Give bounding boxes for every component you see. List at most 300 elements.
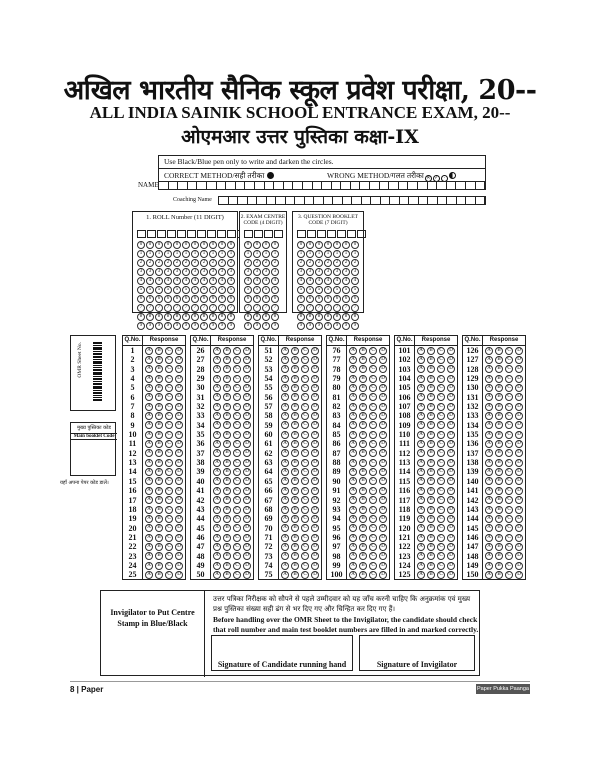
option-bubble[interactable]: C [233, 403, 241, 411]
letter-cell[interactable] [381, 197, 391, 204]
option-bubble[interactable]: C [369, 431, 377, 439]
digit-bubble[interactable]: 7 [244, 304, 252, 312]
letter-cell[interactable] [370, 182, 380, 189]
option-bubble[interactable]: D [311, 524, 319, 532]
option-bubble[interactable]: D [175, 347, 183, 355]
option-bubble[interactable]: A [281, 552, 289, 560]
option-bubble[interactable]: A [145, 412, 153, 420]
letter-cell[interactable] [476, 197, 486, 204]
digit-bubble[interactable]: 8 [262, 313, 270, 321]
option-bubble[interactable]: D [447, 393, 455, 401]
option-bubble[interactable]: A [417, 571, 425, 579]
option-bubble[interactable]: A [485, 440, 493, 448]
option-bubble[interactable]: C [233, 356, 241, 364]
option-bubble[interactable]: B [359, 431, 367, 439]
option-bubble[interactable]: B [223, 347, 231, 355]
letter-cell[interactable] [418, 182, 428, 189]
digit-bubble[interactable]: 7 [164, 304, 172, 312]
option-bubble[interactable]: C [165, 403, 173, 411]
letter-cell[interactable] [293, 182, 303, 189]
option-bubble[interactable]: B [155, 356, 163, 364]
option-bubble[interactable]: D [515, 487, 523, 495]
option-bubble[interactable]: D [311, 562, 319, 570]
option-bubble[interactable]: C [437, 515, 445, 523]
option-bubble[interactable]: D [515, 515, 523, 523]
digit-bubble[interactable]: 7 [324, 304, 332, 312]
digit-bubble[interactable]: 0 [146, 241, 154, 249]
digit-bubble[interactable]: 2 [191, 259, 199, 267]
digit-bubble[interactable]: 1 [262, 250, 270, 258]
digit-bubble[interactable]: 3 [306, 268, 314, 276]
option-bubble[interactable]: C [233, 477, 241, 485]
option-bubble[interactable]: D [311, 487, 319, 495]
option-bubble[interactable]: C [165, 347, 173, 355]
option-bubble[interactable]: C [505, 562, 513, 570]
option-bubble[interactable]: D [379, 543, 387, 551]
option-bubble[interactable]: A [281, 571, 289, 579]
option-bubble[interactable]: A [281, 421, 289, 429]
option-bubble[interactable]: D [311, 393, 319, 401]
option-bubble[interactable]: A [349, 487, 357, 495]
digit-bubble[interactable]: 4 [253, 277, 261, 285]
option-bubble[interactable]: A [349, 515, 357, 523]
option-bubble[interactable]: D [515, 356, 523, 364]
option-bubble[interactable]: A [417, 534, 425, 542]
option-bubble[interactable]: C [437, 384, 445, 392]
option-bubble[interactable]: B [359, 552, 367, 560]
option-bubble[interactable]: A [145, 440, 153, 448]
option-bubble[interactable]: D [379, 347, 387, 355]
digit-bubble[interactable]: 5 [315, 286, 323, 294]
digit-bubble[interactable]: 8 [209, 313, 217, 321]
digit-cell[interactable] [347, 230, 356, 238]
digit-bubble[interactable]: 0 [271, 241, 279, 249]
digit-bubble[interactable]: 2 [173, 259, 181, 267]
option-bubble[interactable]: C [165, 449, 173, 457]
option-bubble[interactable]: D [515, 412, 523, 420]
letter-cell[interactable] [333, 197, 343, 204]
option-bubble[interactable]: B [291, 347, 299, 355]
option-bubble[interactable]: C [301, 356, 309, 364]
option-bubble[interactable]: A [213, 431, 221, 439]
digit-bubble[interactable]: 9 [271, 322, 279, 330]
digit-bubble[interactable]: 0 [164, 241, 172, 249]
letter-cell[interactable] [400, 197, 410, 204]
option-bubble[interactable]: B [291, 421, 299, 429]
coaching-field[interactable] [218, 196, 486, 205]
digit-bubble[interactable]: 2 [324, 259, 332, 267]
digit-bubble[interactable]: 9 [191, 322, 199, 330]
option-bubble[interactable]: B [155, 403, 163, 411]
option-bubble[interactable]: D [379, 534, 387, 542]
letter-cell[interactable] [447, 182, 457, 189]
option-bubble[interactable]: A [281, 487, 289, 495]
option-bubble[interactable]: C [437, 468, 445, 476]
digit-bubble[interactable]: 0 [244, 241, 252, 249]
option-bubble[interactable]: B [495, 347, 503, 355]
option-bubble[interactable]: B [223, 440, 231, 448]
option-bubble[interactable]: A [281, 496, 289, 504]
option-bubble[interactable]: B [291, 477, 299, 485]
option-bubble[interactable]: A [213, 384, 221, 392]
option-bubble[interactable]: A [145, 515, 153, 523]
option-bubble[interactable]: C [233, 440, 241, 448]
digit-bubble[interactable]: 9 [253, 322, 261, 330]
option-bubble[interactable]: D [379, 365, 387, 373]
letter-cell[interactable] [437, 182, 447, 189]
option-bubble[interactable]: A [485, 534, 493, 542]
digit-bubble[interactable]: 4 [209, 277, 217, 285]
letter-cell[interactable] [217, 182, 227, 189]
digit-bubble[interactable]: 4 [324, 277, 332, 285]
option-bubble[interactable]: D [515, 421, 523, 429]
option-bubble[interactable]: B [427, 412, 435, 420]
option-bubble[interactable]: D [175, 365, 183, 373]
option-bubble[interactable]: D [379, 468, 387, 476]
option-bubble[interactable]: A [485, 543, 493, 551]
option-bubble[interactable]: A [145, 393, 153, 401]
option-bubble[interactable]: B [495, 393, 503, 401]
option-bubble[interactable]: D [515, 496, 523, 504]
option-bubble[interactable]: B [495, 365, 503, 373]
option-bubble[interactable]: D [447, 477, 455, 485]
option-bubble[interactable]: A [485, 562, 493, 570]
option-bubble[interactable]: A [485, 571, 493, 579]
option-bubble[interactable]: D [515, 524, 523, 532]
digit-bubble[interactable]: 0 [200, 241, 208, 249]
option-bubble[interactable]: A [349, 562, 357, 570]
option-bubble[interactable]: B [155, 365, 163, 373]
option-bubble[interactable]: A [281, 393, 289, 401]
option-bubble[interactable]: C [301, 347, 309, 355]
option-bubble[interactable]: B [223, 477, 231, 485]
digit-cell[interactable] [254, 230, 263, 238]
option-bubble[interactable]: D [515, 552, 523, 560]
option-bubble[interactable]: D [379, 496, 387, 504]
option-bubble[interactable]: B [427, 375, 435, 383]
option-bubble[interactable]: A [417, 477, 425, 485]
digit-bubble[interactable]: 5 [351, 286, 359, 294]
option-bubble[interactable]: C [301, 524, 309, 532]
option-bubble[interactable]: D [311, 449, 319, 457]
option-bubble[interactable]: C [437, 375, 445, 383]
option-bubble[interactable]: C [165, 412, 173, 420]
option-bubble[interactable]: A [417, 496, 425, 504]
option-bubble[interactable]: B [427, 365, 435, 373]
option-bubble[interactable]: C [369, 347, 377, 355]
letter-cell[interactable] [305, 197, 315, 204]
option-bubble[interactable]: B [359, 375, 367, 383]
option-bubble[interactable]: D [243, 552, 251, 560]
digit-bubble[interactable]: 9 [182, 322, 190, 330]
digit-bubble[interactable]: 7 [306, 304, 314, 312]
option-bubble[interactable]: B [359, 506, 367, 514]
option-bubble[interactable]: B [155, 515, 163, 523]
digit-bubble[interactable]: 0 [351, 241, 359, 249]
option-bubble[interactable]: B [495, 356, 503, 364]
digit-bubble[interactable]: 6 [164, 295, 172, 303]
option-bubble[interactable]: D [447, 459, 455, 467]
option-bubble[interactable]: A [145, 403, 153, 411]
option-bubble[interactable]: A [485, 365, 493, 373]
option-bubble[interactable]: A [145, 543, 153, 551]
digit-bubble[interactable]: 7 [253, 304, 261, 312]
digit-bubble[interactable]: 1 [218, 250, 226, 258]
option-bubble[interactable]: D [243, 375, 251, 383]
letter-cell[interactable] [466, 182, 476, 189]
option-bubble[interactable]: B [291, 356, 299, 364]
invigilator-signature-box[interactable]: Signature of Invigilator [359, 635, 475, 671]
letter-cell[interactable] [351, 182, 361, 189]
option-bubble[interactable]: B [223, 552, 231, 560]
option-bubble[interactable]: A [485, 347, 493, 355]
digit-bubble[interactable]: 9 [146, 322, 154, 330]
option-bubble[interactable]: C [505, 515, 513, 523]
letter-cell[interactable] [399, 182, 409, 189]
option-bubble[interactable]: A [485, 506, 493, 514]
option-bubble[interactable]: A [349, 365, 357, 373]
digit-bubble[interactable]: 3 [271, 268, 279, 276]
digit-bubble[interactable]: 4 [146, 277, 154, 285]
option-bubble[interactable]: A [145, 552, 153, 560]
digit-bubble[interactable]: 3 [244, 268, 252, 276]
digit-bubble[interactable]: 2 [155, 259, 163, 267]
option-bubble[interactable]: D [175, 562, 183, 570]
digit-bubble[interactable]: 2 [306, 259, 314, 267]
option-bubble[interactable]: B [291, 515, 299, 523]
option-bubble[interactable]: C [369, 384, 377, 392]
option-bubble[interactable]: C [233, 449, 241, 457]
letter-cell[interactable] [341, 182, 351, 189]
option-bubble[interactable]: D [243, 347, 251, 355]
option-bubble[interactable]: D [243, 412, 251, 420]
option-bubble[interactable]: B [359, 534, 367, 542]
digit-bubble[interactable]: 5 [209, 286, 217, 294]
option-bubble[interactable]: B [495, 496, 503, 504]
digit-bubble[interactable]: 2 [297, 259, 305, 267]
digit-bubble[interactable]: 9 [137, 322, 145, 330]
option-bubble[interactable]: A [213, 375, 221, 383]
digit-bubble[interactable]: 8 [155, 313, 163, 321]
option-bubble[interactable]: B [495, 384, 503, 392]
option-bubble[interactable]: C [369, 543, 377, 551]
option-bubble[interactable]: C [437, 440, 445, 448]
option-bubble[interactable]: B [359, 403, 367, 411]
option-bubble[interactable]: B [359, 440, 367, 448]
digit-bubble[interactable]: 7 [271, 304, 279, 312]
option-bubble[interactable]: C [233, 534, 241, 542]
digit-cell[interactable] [177, 230, 186, 238]
option-bubble[interactable]: D [447, 534, 455, 542]
digit-bubble[interactable]: 6 [218, 295, 226, 303]
option-bubble[interactable]: B [223, 384, 231, 392]
letter-cell[interactable] [428, 197, 438, 204]
option-bubble[interactable]: B [359, 562, 367, 570]
option-bubble[interactable]: D [379, 403, 387, 411]
digit-bubble[interactable]: 6 [191, 295, 199, 303]
option-bubble[interactable]: C [369, 524, 377, 532]
digit-bubble[interactable]: 1 [209, 250, 217, 258]
digit-bubble[interactable]: 3 [137, 268, 145, 276]
option-bubble[interactable]: D [447, 562, 455, 570]
option-bubble[interactable]: C [505, 506, 513, 514]
option-bubble[interactable]: A [281, 375, 289, 383]
option-bubble[interactable]: B [155, 487, 163, 495]
option-bubble[interactable]: D [175, 496, 183, 504]
option-bubble[interactable]: D [175, 571, 183, 579]
option-bubble[interactable]: C [165, 571, 173, 579]
digit-bubble[interactable]: 0 [218, 241, 226, 249]
digit-bubble[interactable]: 7 [342, 304, 350, 312]
digit-bubble[interactable]: 7 [191, 304, 199, 312]
letter-cell[interactable] [159, 182, 169, 189]
option-bubble[interactable]: A [213, 515, 221, 523]
digit-bubble[interactable]: 2 [146, 259, 154, 267]
digit-bubble[interactable]: 0 [324, 241, 332, 249]
digit-bubble[interactable]: 9 [262, 322, 270, 330]
option-bubble[interactable]: D [243, 393, 251, 401]
option-bubble[interactable]: B [291, 393, 299, 401]
option-bubble[interactable]: D [175, 543, 183, 551]
option-bubble[interactable]: A [417, 431, 425, 439]
option-bubble[interactable]: A [417, 506, 425, 514]
option-bubble[interactable]: A [213, 393, 221, 401]
option-bubble[interactable]: C [165, 459, 173, 467]
digit-cell[interactable] [187, 230, 196, 238]
option-bubble[interactable]: A [485, 487, 493, 495]
option-bubble[interactable]: C [505, 496, 513, 504]
letter-cell[interactable] [314, 197, 324, 204]
option-bubble[interactable]: C [165, 534, 173, 542]
option-bubble[interactable]: D [243, 496, 251, 504]
name-field[interactable] [158, 181, 486, 190]
option-bubble[interactable]: C [369, 412, 377, 420]
option-bubble[interactable]: C [505, 356, 513, 364]
digit-bubble[interactable]: 3 [227, 268, 235, 276]
option-bubble[interactable]: A [349, 496, 357, 504]
digit-bubble[interactable]: 4 [173, 277, 181, 285]
digit-bubble[interactable]: 9 [164, 322, 172, 330]
option-bubble[interactable]: D [243, 571, 251, 579]
letter-cell[interactable] [169, 182, 179, 189]
letter-cell[interactable] [380, 182, 390, 189]
option-bubble[interactable]: B [427, 421, 435, 429]
letter-cell[interactable] [178, 182, 188, 189]
digit-bubble[interactable]: 9 [324, 322, 332, 330]
digit-bubble[interactable]: 6 [324, 295, 332, 303]
option-bubble[interactable]: A [213, 449, 221, 457]
digit-bubble[interactable]: 0 [297, 241, 305, 249]
option-bubble[interactable]: C [165, 506, 173, 514]
option-bubble[interactable]: B [495, 534, 503, 542]
option-bubble[interactable]: C [505, 431, 513, 439]
option-bubble[interactable]: B [291, 375, 299, 383]
option-bubble[interactable]: D [447, 384, 455, 392]
option-bubble[interactable]: D [311, 384, 319, 392]
option-bubble[interactable]: A [145, 356, 153, 364]
option-bubble[interactable]: C [301, 440, 309, 448]
option-bubble[interactable]: D [515, 375, 523, 383]
digit-bubble[interactable]: 6 [244, 295, 252, 303]
option-bubble[interactable]: A [417, 375, 425, 383]
letter-cell[interactable] [408, 182, 418, 189]
option-bubble[interactable]: A [349, 421, 357, 429]
option-bubble[interactable]: B [495, 440, 503, 448]
option-bubble[interactable]: A [417, 524, 425, 532]
digit-cell[interactable] [244, 230, 253, 238]
option-bubble[interactable]: A [349, 534, 357, 542]
option-bubble[interactable]: D [175, 356, 183, 364]
digit-bubble[interactable]: 4 [200, 277, 208, 285]
option-bubble[interactable]: C [369, 562, 377, 570]
option-bubble[interactable]: B [223, 421, 231, 429]
option-bubble[interactable]: A [417, 440, 425, 448]
option-bubble[interactable]: A [281, 468, 289, 476]
option-bubble[interactable]: D [243, 440, 251, 448]
option-bubble[interactable]: B [495, 515, 503, 523]
option-bubble[interactable]: D [447, 543, 455, 551]
option-bubble[interactable]: C [505, 543, 513, 551]
option-bubble[interactable]: C [233, 384, 241, 392]
option-bubble[interactable]: D [243, 449, 251, 457]
digit-bubble[interactable]: 3 [209, 268, 217, 276]
option-bubble[interactable]: D [379, 356, 387, 364]
digit-cell[interactable] [307, 230, 316, 238]
option-bubble[interactable]: C [369, 496, 377, 504]
option-bubble[interactable]: A [145, 487, 153, 495]
option-bubble[interactable]: B [291, 487, 299, 495]
option-bubble[interactable]: B [359, 524, 367, 532]
option-bubble[interactable]: B [427, 347, 435, 355]
option-bubble[interactable]: B [427, 468, 435, 476]
option-bubble[interactable]: B [291, 449, 299, 457]
option-bubble[interactable]: C [437, 431, 445, 439]
letter-cell[interactable] [466, 197, 476, 204]
option-bubble[interactable]: B [427, 356, 435, 364]
digit-bubble[interactable]: 3 [146, 268, 154, 276]
option-bubble[interactable]: A [145, 562, 153, 570]
option-bubble[interactable]: B [155, 421, 163, 429]
option-bubble[interactable]: C [165, 562, 173, 570]
digit-bubble[interactable]: 3 [253, 268, 261, 276]
option-bubble[interactable]: D [515, 543, 523, 551]
digit-bubble[interactable]: 9 [155, 322, 163, 330]
option-bubble[interactable]: A [281, 506, 289, 514]
digit-bubble[interactable]: 7 [227, 304, 235, 312]
option-bubble[interactable]: B [223, 534, 231, 542]
option-bubble[interactable]: B [495, 468, 503, 476]
option-bubble[interactable]: D [311, 496, 319, 504]
option-bubble[interactable]: A [485, 412, 493, 420]
option-bubble[interactable]: A [417, 365, 425, 373]
option-bubble[interactable]: D [515, 449, 523, 457]
option-bubble[interactable]: D [447, 496, 455, 504]
option-bubble[interactable]: D [379, 431, 387, 439]
option-bubble[interactable]: A [213, 421, 221, 429]
letter-cell[interactable] [303, 182, 313, 189]
option-bubble[interactable]: C [301, 487, 309, 495]
digit-bubble[interactable]: 6 [297, 295, 305, 303]
option-bubble[interactable]: A [281, 356, 289, 364]
digit-bubble[interactable]: 4 [271, 277, 279, 285]
digit-bubble[interactable]: 7 [262, 304, 270, 312]
option-bubble[interactable]: B [359, 365, 367, 373]
option-bubble[interactable]: A [213, 562, 221, 570]
digit-cell[interactable] [207, 230, 216, 238]
digit-cell[interactable] [157, 230, 166, 238]
digit-bubble[interactable]: 8 [333, 313, 341, 321]
digit-bubble[interactable]: 1 [155, 250, 163, 258]
